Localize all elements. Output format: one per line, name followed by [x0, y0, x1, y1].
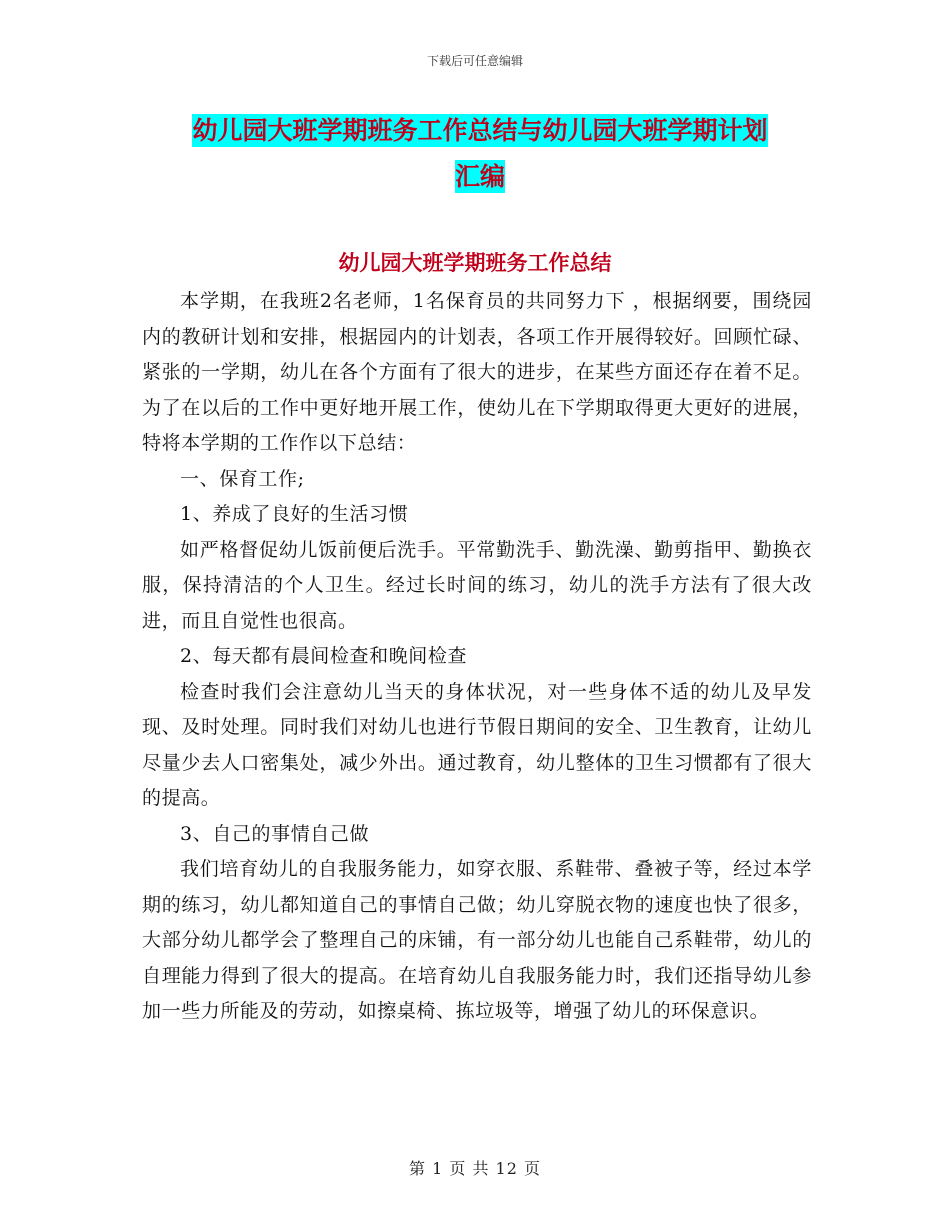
subheading-habits: 1、养成了良好的生活习惯 [180, 503, 409, 525]
subheading-self-service: 3、自己的事情自己做 [180, 822, 370, 845]
paragraph-self-service: 我们培育幼儿的自我服务能力，如穿衣服、系鞋带、叠被子等，经过本学期的练习，幼儿都知道自己的事情自己做；幼儿穿脱衣物的速度也快了很多，大部分幼儿都学会了整理自己的床铺，有一部分幼儿也能自己系鞋带，幼儿的自理能力得到了很大的提高。在培育幼儿自我服务能力时，我们还指导幼儿参加一些力所能及的劳动，如擦桌椅、拣垃圾等，增强了幼儿的环保意识。 [142, 858, 812, 1022]
main-title [140, 108, 820, 200]
main-title-line2: 汇编 [454, 162, 505, 191]
section-title: 幼儿园大班学期班务工作总结 [338, 251, 612, 275]
main-title-line1: 幼儿园大班学期班务工作总结与幼儿园大班学期计划 [192, 116, 768, 145]
subheading-checks: 2、每天都有晨间检查和晚间检查 [180, 645, 468, 667]
header-note: 下载后可任意编辑 [426, 54, 523, 68]
heading-care-work: 一、保育工作; [180, 467, 305, 490]
paragraph-habits: 如严格督促幼儿饭前便后洗手。平常勤洗手、勤洗澡、勤剪指甲、勤换衣服，保持清洁的个人卫生。经过长时间的练习，幼儿的洗手方法有了很大改进，而且自觉性也很高。 [142, 538, 812, 632]
body-content [142, 284, 812, 1030]
paragraph-intro: 本学期，在我班2名老师，1名保育员的共同努力下 ，根据纲要，围绕园内的教研计划和安排，根据园内的计划表，各项工作开展得较好。回顾忙碌、紧张的一学期，幼儿在各个方面有了很大的进步，在某些方面还存在着不足。为了在以后的工作中更好地开展工作，使幼儿在下学期取得更大更好的进展，特将本学期的工作作以下总结： [142, 290, 812, 454]
paragraph-checks: 检查时我们会注意幼儿当天的身体状况，对一些身体不适的幼儿及早发现、及时处理。同时我们对幼儿也进行节假日期间的安全、卫生教育，让幼儿尽量少去人口密集处，减少外出。通过教育，幼儿整体的卫生习惯都有了很大的提高。 [142, 680, 812, 809]
page-footer: 第 1 页 共 12 页 [409, 1159, 541, 1178]
